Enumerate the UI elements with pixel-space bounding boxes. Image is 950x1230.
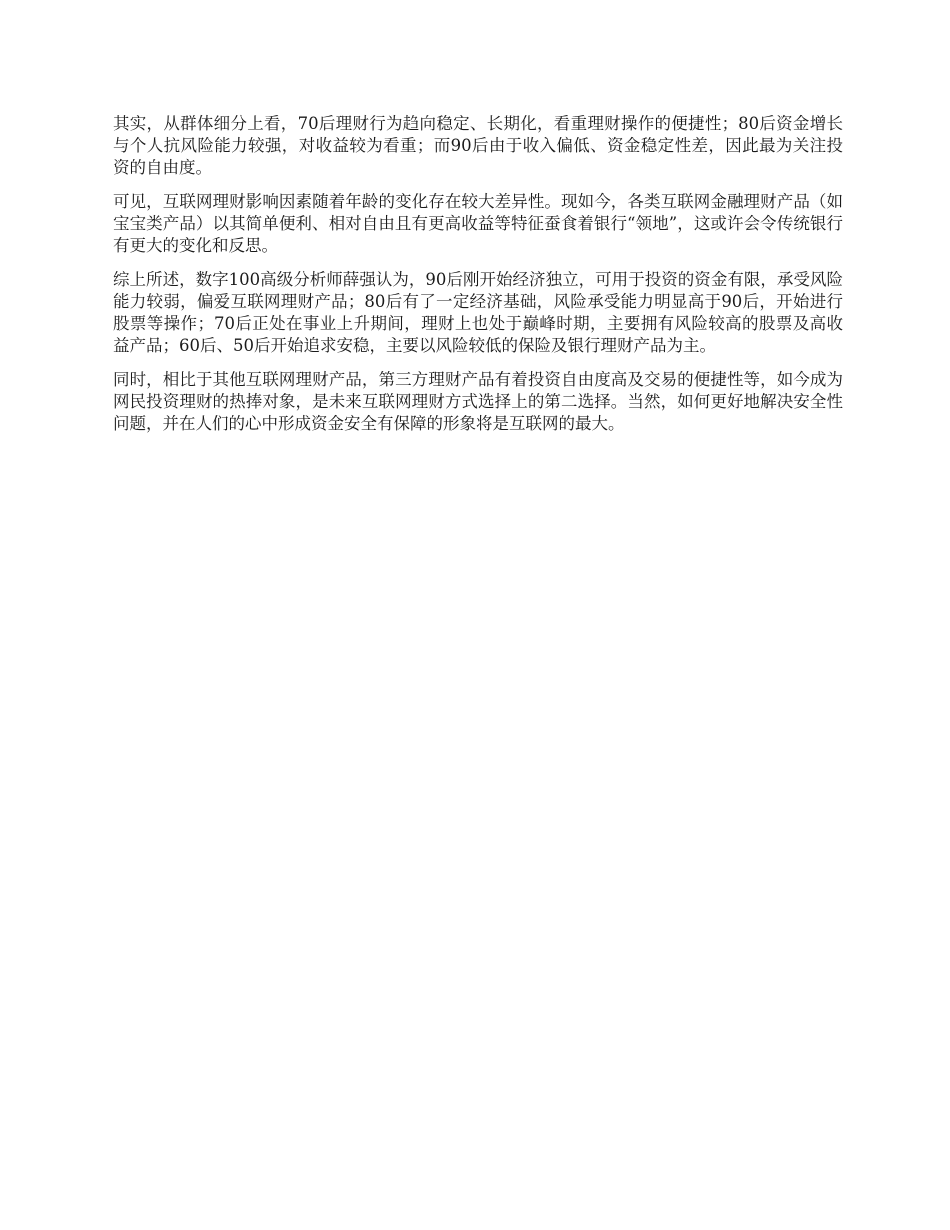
paragraph-4: 同时，相比于其他互联网理财产品，第三方理财产品有着投资自由度高及交易的便捷性等，如今成为网民投资理财的热捧对象，是未来互联网理财方式选择上的第二选择。当然，如何更好地解决安全性问题，并在人们的心中形成资金安全有保障的形象将是互联网的最大。 [113, 370, 843, 433]
document-body [113, 113, 843, 447]
paragraph-3: 综上所述，数字100高级分析师薛强认为，90后刚开始经济独立，可用于投资的资金有限，承受风险能力较弱，偏爱互联网理财产品；80后有了一定经济基础，风险承受能力明显高于90后，开始进行股票等操作；70后正处在事业上升期间，理财上也处于巅峰时期，主要拥有风险较高的股票及高收益产品；60后、50后开始追求安稳，主要以风险较低的保险及银行理财产品为主。 [113, 270, 843, 355]
paragraph-1: 其实，从群体细分上看，70后理财行为趋向稳定、长期化，看重理财操作的便捷性；80后资金增长与个人抗风险能力较强，对收益较为看重；而90后由于收入偏低、资金稳定性差，因此最为关注投资的自由度。 [113, 114, 843, 177]
paragraph-2: 可见，互联网理财影响因素随着年龄的变化存在较大差异性。现如今，各类互联网金融理财产品（如宝宝类产品）以其简单便利、相对自由且有更高收益等特征蚕食着银行“领地”，这或许会令传统银行有更大的变化和反思。 [113, 192, 843, 255]
